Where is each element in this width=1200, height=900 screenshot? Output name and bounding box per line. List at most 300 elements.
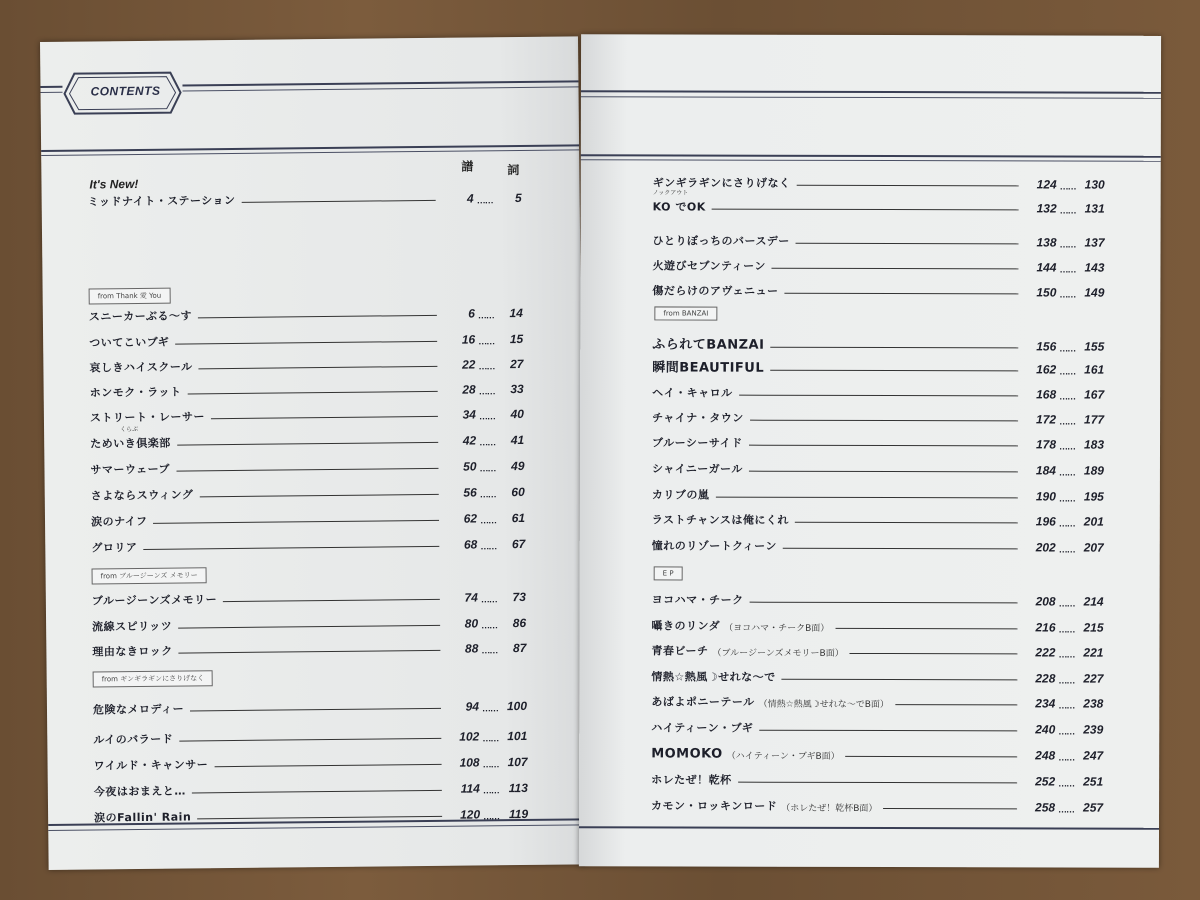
toc-entry: [652, 432, 1104, 451]
score-page-number: 202: [1035, 540, 1056, 555]
toc-entry: [652, 484, 1104, 503]
toc-entry: [93, 725, 527, 748]
leader-line: [178, 625, 440, 629]
dot-leader: ……: [1059, 343, 1076, 354]
leader-line: [783, 548, 1018, 550]
leader-line: [738, 782, 1018, 784]
song-title: MOMOKO: [651, 746, 723, 762]
leader-line: [242, 200, 436, 203]
toc-entry: [652, 458, 1104, 477]
lyrics-page-number: 177: [1084, 412, 1105, 427]
footer-rule: [48, 824, 586, 831]
lyrics-page-number: 40: [510, 406, 524, 422]
toc-entry: [651, 743, 1103, 762]
dot-leader: ……: [1058, 518, 1075, 529]
dot-leader: ……: [1058, 624, 1075, 635]
score-page-number: 120: [460, 807, 481, 822]
score-page-number: 74: [464, 590, 478, 605]
toc-entry: [89, 328, 523, 351]
toc-entry: [92, 586, 526, 609]
toc-entry: [90, 455, 524, 478]
page-numbers: [444, 616, 526, 631]
leader-line: [739, 395, 1019, 397]
dot-leader: ……: [1058, 544, 1075, 555]
dot-leader: ……: [477, 310, 494, 321]
lyrics-page-number: 183: [1083, 437, 1105, 452]
toc-entry: [91, 481, 525, 504]
leader-line: [214, 764, 441, 767]
lyrics-page-number: 87: [512, 640, 527, 656]
toc-entry: [652, 589, 1104, 608]
b-side-note: （ホレたぜ！乾杯B面）: [781, 803, 878, 815]
toc-entry: [652, 407, 1104, 426]
lyrics-page-number: 167: [1084, 387, 1105, 402]
leader-line: [223, 599, 440, 602]
lyrics-page-number: 214: [1083, 594, 1104, 609]
toc-entry: [653, 230, 1105, 249]
score-page-number: 228: [1035, 671, 1056, 686]
leader-line: [772, 268, 1019, 270]
dot-leader: ……: [1059, 181, 1076, 192]
score-page-number: 42: [462, 433, 477, 448]
page-numbers: [441, 332, 523, 347]
b-side-note: （情熱☆熱風☽せれな～でB面）: [758, 699, 889, 711]
song-title: ついてこいブギ: [89, 335, 170, 350]
leader-line: [796, 185, 1018, 187]
leader-line: [835, 628, 1017, 629]
ruby-reading: ノックアウト: [652, 189, 689, 197]
lyrics-page-number: 14: [509, 305, 523, 321]
header-rule: [41, 92, 63, 93]
lyrics-page-number: 73: [512, 589, 526, 605]
leader-line: [715, 497, 1018, 499]
album-section-label: from BANZAI: [654, 306, 717, 320]
score-page-number: 168: [1036, 387, 1057, 402]
score-page-number: 178: [1035, 437, 1057, 452]
album-section-label: from Thank 愛 You: [89, 288, 171, 305]
score-page-number: 34: [462, 407, 476, 422]
dot-leader: ……: [482, 759, 499, 770]
lyrics-page-number: 189: [1083, 463, 1104, 478]
dot-leader: ……: [1059, 289, 1076, 300]
dot-leader: ……: [482, 733, 499, 744]
b-side-note: （ブルージーンズメモリーB面）: [712, 648, 844, 659]
song-title: 瞬間BEAUTIFUL: [652, 360, 765, 376]
column-score-heading: 譜: [461, 159, 474, 174]
score-page-number: 16: [461, 332, 476, 347]
lyrics-page-number: 247: [1083, 748, 1104, 763]
page-numbers: [445, 729, 527, 744]
score-page-number: 56: [463, 485, 477, 500]
dot-leader: ……: [1058, 675, 1075, 686]
page-numbers: [1022, 339, 1104, 353]
page-numbers: [1021, 696, 1103, 710]
header-bottom-rule: [581, 154, 1161, 158]
leader-line: [199, 366, 438, 370]
page-numbers: [1022, 489, 1104, 503]
leader-line: [177, 442, 438, 446]
song-title: 哀しきハイスクール: [89, 360, 193, 375]
song-title: ギンギラギンにさりげなく: [652, 176, 791, 190]
leader-line: [143, 546, 439, 550]
dot-leader: ……: [1058, 726, 1075, 737]
toc-entry: [652, 535, 1104, 554]
lyrics-page-number: 67: [511, 536, 526, 552]
leader-line: [850, 653, 1018, 654]
toc-entry: [652, 382, 1104, 401]
toc-entry: [92, 637, 526, 660]
dot-leader: ……: [481, 645, 498, 656]
page-numbers: [1022, 594, 1104, 608]
contents-badge: [62, 71, 182, 116]
song-title: ホレたぜ！乾杯: [651, 773, 732, 787]
dot-leader: ……: [480, 594, 497, 605]
toc-entry: [89, 353, 523, 376]
page-numbers: [1022, 285, 1104, 299]
toc-entry: [652, 334, 1104, 353]
lyrics-page-number: 119: [508, 806, 529, 822]
page-numbers: [445, 699, 527, 714]
header-rule: [182, 80, 578, 86]
song-title: ひとりぼっちのバースデー: [652, 234, 790, 248]
song-title: ブルージーンズメモリー: [91, 593, 218, 608]
dot-leader: ……: [1058, 598, 1075, 609]
lyrics-page-number: 101: [507, 728, 528, 744]
leader-line: [770, 347, 1018, 349]
song-title: ホンモク・ラット: [89, 385, 182, 400]
score-page-number: 208: [1035, 594, 1056, 609]
dot-leader: ……: [1058, 752, 1075, 763]
leader-line: [883, 808, 1017, 809]
dot-leader: ……: [481, 703, 499, 714]
lyrics-page-number: 113: [508, 780, 528, 796]
song-title: ブルーシーサイド: [652, 436, 743, 450]
toc-entry: [652, 255, 1104, 274]
page-numbers: [440, 191, 522, 206]
page-numbers: [446, 807, 528, 822]
score-page-number: 124: [1036, 177, 1057, 192]
leader-line: [179, 738, 441, 742]
leader-line: [784, 293, 1018, 295]
score-page-number: 172: [1036, 412, 1057, 427]
leader-line: [796, 243, 1019, 245]
leader-line: [749, 471, 1018, 473]
b-side-note: （ハイティーン・ブギB面）: [726, 751, 840, 762]
leader-line: [846, 756, 1018, 757]
toc-entry: [91, 533, 525, 556]
lyrics-page-number: 41: [510, 432, 525, 448]
album-section-label: from ギンギラギンにさりげなく: [93, 670, 214, 687]
song-title: シャイニーガール: [651, 462, 743, 476]
dot-leader: ……: [478, 386, 495, 397]
score-page-number: 234: [1035, 696, 1056, 711]
dot-leader: ……: [1059, 416, 1076, 427]
page-numbers: [1022, 387, 1104, 401]
song-title: あばよポニーテール: [651, 695, 755, 709]
toc-entry: [651, 795, 1103, 814]
toc-entry: [653, 172, 1105, 191]
header-rule: [183, 86, 579, 91]
toc-entry: [90, 429, 524, 452]
song-title: さよならスウィング: [90, 488, 194, 503]
page-numbers: [442, 433, 524, 448]
leader-line: [197, 816, 442, 820]
ruby-reading: くらぶ: [120, 425, 139, 434]
score-page-number: 88: [464, 641, 479, 656]
lyrics-page-number: 161: [1084, 362, 1105, 377]
dot-leader: ……: [483, 811, 500, 822]
its-new-heading: It's New!: [89, 176, 139, 192]
score-page-number: 258: [1035, 800, 1056, 815]
dot-leader: ……: [1059, 366, 1076, 377]
page-numbers: [441, 357, 523, 372]
lyrics-page-number: 137: [1084, 235, 1105, 250]
page-numbers: [1022, 514, 1104, 528]
score-page-number: 108: [459, 755, 480, 770]
toc-entry: [94, 803, 528, 826]
song-title: ヨコハマ・チーク: [651, 593, 744, 607]
page-numbers: [1022, 260, 1104, 274]
lyrics-page-number: 131: [1084, 201, 1105, 216]
b-side-note: （ヨコハマ・チークB面）: [724, 623, 830, 634]
leader-line: [712, 209, 1019, 211]
page-numbers: [1021, 800, 1103, 814]
leader-line: [895, 704, 1017, 705]
song-title: 危険なメロディー: [92, 702, 185, 717]
leader-line: [198, 315, 437, 319]
page-numbers: [1023, 201, 1105, 215]
score-page-number: 94: [465, 699, 480, 714]
toc-entry: [91, 507, 525, 530]
toc-entry: [93, 695, 527, 718]
leader-line: [749, 445, 1018, 447]
page-numbers: [1022, 362, 1104, 376]
page-numbers: [444, 641, 526, 656]
dot-leader: ……: [1058, 649, 1075, 660]
song-title: 囁きのリンダ: [651, 619, 721, 633]
lyrics-page-number: 238: [1083, 696, 1104, 711]
page-numbers: [443, 537, 525, 552]
score-page-number: 162: [1036, 362, 1057, 377]
page-numbers: [446, 781, 528, 796]
dot-leader: ……: [479, 515, 497, 526]
score-page-number: 114: [460, 781, 480, 796]
song-title: ストリート・レーサー: [89, 410, 206, 425]
song-title: カモン・ロッキンロード: [651, 799, 778, 813]
toc-entry: [651, 666, 1103, 685]
song-title: ためいき倶楽部: [90, 436, 171, 451]
score-page-number: 50: [463, 459, 477, 474]
song-title: グロリア: [91, 541, 138, 555]
dot-leader: ……: [482, 785, 499, 796]
song-title: 流線スピリッツ: [92, 619, 173, 634]
score-page-number: 80: [464, 616, 479, 631]
lyrics-page-number: 86: [512, 615, 527, 631]
page-numbers: [443, 511, 525, 526]
song-title: 今夜はおまえと…: [93, 784, 186, 799]
toc-entry: [92, 612, 526, 635]
dot-leader: ……: [1058, 493, 1075, 504]
dot-leader: ……: [478, 336, 495, 347]
score-page-number: 28: [462, 382, 476, 397]
header-rule: [581, 90, 1161, 94]
lyrics-page-number: 149: [1084, 285, 1105, 300]
dot-leader: ……: [1058, 441, 1076, 452]
leader-line: [176, 468, 438, 472]
page-numbers: [442, 407, 524, 422]
dot-leader: ……: [476, 195, 493, 206]
dot-leader: ……: [1058, 804, 1075, 815]
lyrics-page-number: 257: [1083, 800, 1104, 815]
score-page-number: 156: [1036, 339, 1057, 354]
leader-line: [770, 370, 1018, 372]
score-page-number: 144: [1036, 260, 1057, 275]
song-title: ヘイ・キャロル: [652, 386, 733, 400]
page-numbers: [1022, 412, 1104, 426]
page-numbers: [443, 485, 525, 500]
song-title: 青春ビーチ: [651, 644, 709, 658]
page-numbers: [1022, 437, 1104, 451]
header-rule: [581, 96, 1161, 99]
leader-line: [759, 730, 1017, 732]
album-section-label: E P: [654, 566, 683, 580]
leader-line: [187, 391, 437, 395]
leader-line: [795, 522, 1018, 524]
song-title: 傷だらけのアヴェニュー: [652, 284, 779, 298]
lyrics-page-number: 207: [1083, 540, 1104, 555]
page-numbers: [444, 590, 526, 605]
contents-heading: CONTENTS: [90, 83, 161, 99]
song-title: 情熱☆熱風☽せれな～で: [651, 670, 776, 684]
page-numbers: [1021, 774, 1103, 788]
toc-entry: [88, 187, 522, 210]
lyrics-page-number: 100: [506, 698, 528, 714]
song-title: ミッドナイト・ステーション: [87, 193, 236, 209]
song-title: ハイティーン・ブギ: [651, 721, 754, 735]
dot-leader: ……: [480, 541, 497, 552]
lyrics-page-number: 221: [1083, 645, 1104, 660]
lyrics-page-number: 60: [511, 484, 525, 500]
score-page-number: 196: [1035, 514, 1056, 529]
page-numbers: [445, 755, 527, 770]
score-page-number: 222: [1035, 645, 1056, 660]
page-numbers: [441, 306, 523, 321]
dot-leader: ……: [478, 411, 495, 422]
dot-leader: ……: [481, 620, 498, 631]
left-page: [40, 36, 587, 870]
song-title: 涙のナイフ: [90, 514, 148, 529]
toc-entry: [653, 196, 1105, 215]
toc-entry: [651, 691, 1103, 710]
leader-line: [211, 416, 438, 419]
song-title: ふられてBANZAI: [652, 337, 765, 353]
score-page-number: 4: [466, 191, 474, 206]
lyrics-page-number: 27: [509, 356, 524, 372]
leader-line: [750, 420, 1018, 422]
lyrics-page-number: 239: [1083, 722, 1104, 737]
dot-leader: ……: [478, 361, 495, 372]
lyrics-page-number: 5: [514, 190, 522, 206]
score-page-number: 62: [463, 511, 478, 526]
song-title: KO でOK: [652, 200, 706, 214]
song-title: 理由なきロック: [92, 644, 173, 659]
toc-entry: [652, 615, 1104, 634]
lyrics-page-number: 33: [510, 381, 524, 397]
song-title: ルイのバラード: [93, 732, 174, 747]
lyrics-page-number: 15: [509, 331, 524, 347]
score-page-number: 102: [459, 729, 480, 744]
score-page-number: 190: [1035, 489, 1056, 504]
dot-leader: ……: [479, 437, 496, 448]
leader-line: [199, 494, 438, 498]
dot-leader: ……: [1058, 467, 1075, 478]
page-numbers: [1023, 235, 1105, 249]
page-numbers: [1022, 463, 1104, 477]
score-page-number: 138: [1036, 235, 1057, 250]
dot-leader: ……: [1058, 778, 1075, 789]
lyrics-page-number: 49: [511, 458, 525, 474]
dot-leader: ……: [479, 463, 496, 474]
lyrics-page-number: 201: [1083, 514, 1104, 529]
page-numbers: [1023, 177, 1105, 191]
right-page: [579, 34, 1161, 868]
header-rule: [40, 86, 62, 88]
lyrics-page-number: 227: [1083, 671, 1104, 686]
toc-entry: [90, 378, 524, 401]
lyrics-page-number: 107: [507, 754, 528, 770]
toc-entry: [652, 509, 1104, 528]
leader-line: [782, 679, 1018, 681]
dot-leader: ……: [1058, 700, 1075, 711]
dot-leader: ……: [479, 489, 496, 500]
score-page-number: 6: [468, 306, 475, 321]
page-numbers: [1021, 722, 1103, 736]
score-page-number: 240: [1035, 722, 1056, 737]
leader-line: [192, 790, 442, 794]
song-title: スニーカーぶる～す: [88, 309, 193, 324]
toc-entry: [90, 403, 524, 426]
header-bottom-rule: [581, 159, 1161, 162]
score-page-number: 22: [461, 357, 476, 372]
score-page-number: 184: [1035, 463, 1056, 478]
score-page-number: 248: [1035, 748, 1056, 763]
page-numbers: [1022, 540, 1104, 554]
song-title: ワイルド・キャンサー: [93, 758, 209, 773]
leader-line: [179, 650, 441, 654]
song-title: サマーウェーブ: [90, 462, 171, 477]
lyrics-page-number: 251: [1083, 774, 1104, 789]
page-numbers: [1022, 620, 1104, 634]
score-page-number: 252: [1035, 774, 1056, 789]
song-title: 憧れのリゾートクィーン: [651, 539, 777, 553]
toc-entry: [94, 777, 528, 800]
toc-entry: [89, 302, 523, 325]
leader-line: [190, 708, 441, 712]
leader-line: [175, 341, 437, 345]
footer-rule: [579, 826, 1159, 830]
lyrics-page-number: 215: [1083, 620, 1104, 635]
toc-entry: [651, 717, 1103, 736]
page-numbers: [442, 459, 524, 474]
column-lyrics-heading: 詞: [507, 162, 520, 178]
song-title: 涙のFallin' Rain: [94, 810, 192, 825]
dot-leader: ……: [1059, 239, 1076, 250]
song-title: カリブの嵐: [651, 488, 710, 502]
score-page-number: 68: [463, 537, 478, 552]
toc-entry: [93, 751, 527, 774]
page-numbers: [1021, 645, 1103, 659]
score-page-number: 216: [1035, 620, 1056, 635]
